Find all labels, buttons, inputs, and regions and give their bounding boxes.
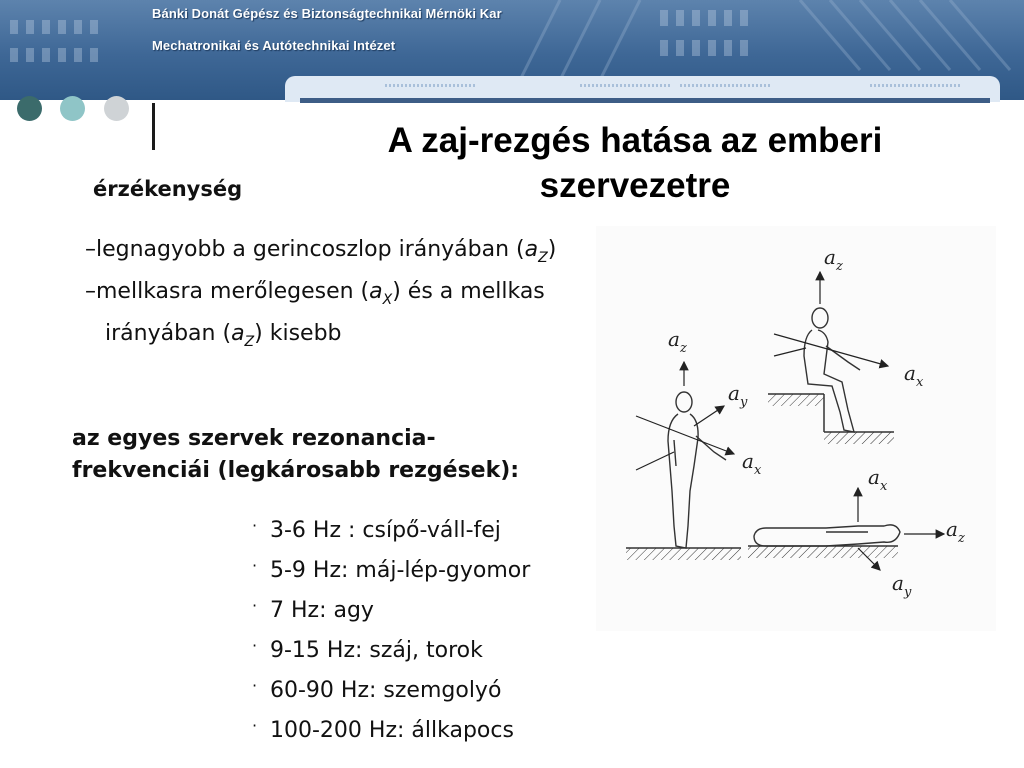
institute-name: Mechatronikai és Autótechnikai Intézet (152, 38, 396, 53)
item-text: 7 Hz: agy (270, 598, 374, 623)
dot-strip (870, 84, 960, 87)
symbol-a: a (369, 279, 383, 304)
resonance-heading-line: az egyes szervek rezonancia- (72, 426, 436, 451)
bullet-icon: · (252, 636, 258, 655)
list-item-continuation (85, 317, 556, 359)
vibration-axes-figure (596, 226, 996, 631)
label-az: $a_z$ (668, 327, 687, 356)
resonance-heading (72, 423, 519, 487)
list-item (252, 508, 530, 548)
symbol-a: a (524, 237, 539, 262)
bullet-icon: · (252, 556, 258, 575)
bed-hatch (748, 546, 898, 558)
accent-line (300, 98, 990, 103)
seat-hatch (768, 394, 824, 406)
dot-strip (580, 84, 670, 87)
list-item (252, 708, 530, 748)
item-text: 3-6 Hz : csípő-váll-fej (270, 518, 501, 543)
resonance-list (252, 508, 530, 748)
list-item (252, 588, 530, 628)
decor-dot (60, 96, 85, 121)
list-item (85, 233, 556, 275)
item-text: 9-15 Hz: száj, torok (270, 638, 483, 663)
label-ay: $a_y$ (728, 381, 748, 410)
item-text: 100-200 Hz: állkapocs (270, 718, 514, 743)
vertical-marker (152, 103, 155, 150)
dot-strip (680, 84, 770, 87)
dash: – (85, 237, 96, 262)
decor-dot (104, 96, 129, 121)
label-az: $a_z$ (946, 517, 965, 546)
item-text: 60-90 Hz: szemgolyó (270, 678, 502, 703)
item-text: 5-9 Hz: máj-lép-gyomor (270, 558, 531, 583)
list-item (252, 668, 530, 708)
item-text: ) (547, 237, 557, 262)
faculty-name: Bánki Donát Gépész és Biztonságtechnikai Mérnöki Kar (152, 6, 502, 21)
dash: – (85, 279, 96, 304)
item-text: legnagyobb a gerincoszlop irányában ( (96, 237, 525, 262)
slide-title (320, 118, 950, 208)
subscript: Z (538, 250, 548, 266)
bullet-icon: · (252, 596, 258, 615)
floor-hatch (824, 432, 894, 444)
label-ax: $a_x$ (868, 465, 888, 494)
ground-hatch (626, 548, 741, 560)
decor-dot (17, 96, 42, 121)
label-az: $a_z$ (824, 245, 843, 274)
label-ax: $a_x$ (904, 361, 924, 390)
item-text: ) és a mellkas (392, 279, 545, 304)
bullet-icon: · (252, 676, 258, 695)
symbol-a: a (231, 321, 245, 346)
bullet-icon: · (252, 516, 258, 535)
sensitivity-list (85, 233, 556, 359)
item-text: mellkasra merőlegesen ( (96, 279, 370, 304)
list-item (85, 275, 556, 317)
item-text: irányában ( (105, 321, 232, 346)
resonance-heading-line: frekvenciái (legkárosabb rezgések): (72, 458, 520, 483)
slide-title-line: A zaj-rezgés hatása az emberi (387, 121, 883, 160)
list-item (252, 628, 530, 668)
subscript: Z (244, 334, 255, 350)
dot-strip (385, 84, 475, 87)
figure-background (596, 226, 996, 631)
label-ax: $a_x$ (742, 449, 762, 478)
label-ay: $a_y$ (892, 571, 912, 600)
item-text: ) kisebb (254, 321, 342, 346)
slide-title-line: szervezetre (539, 166, 731, 205)
bullet-icon: · (252, 716, 258, 735)
subscript: X (382, 292, 393, 308)
list-item (252, 548, 530, 588)
sensitivity-heading: érzékenység (93, 177, 243, 201)
